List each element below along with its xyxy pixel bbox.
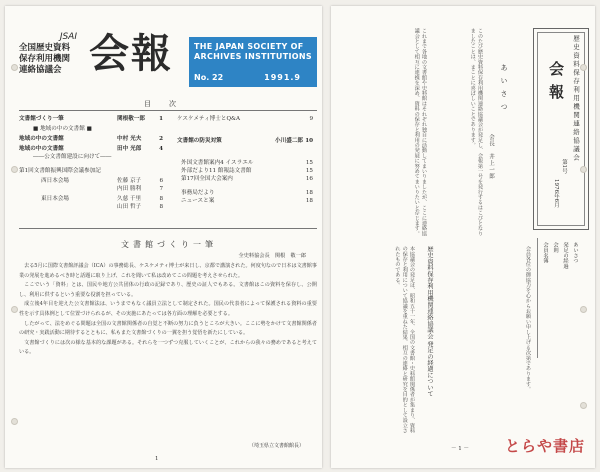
- article-signature: （埼玉県立文書館館長）: [248, 443, 304, 449]
- toc-entry-title: 地域の中の文書館: [19, 146, 64, 152]
- toc-entry: [19, 178, 169, 186]
- toc-entry-page: 16: [305, 176, 313, 182]
- toc-entry-author: 佐藤 京子: [117, 178, 142, 184]
- toc-entry: [19, 146, 169, 154]
- toc-entry: [19, 168, 169, 176]
- toc-entry-author: 中村 光夫: [117, 136, 142, 142]
- english-name-band: [189, 37, 317, 87]
- left-page-number: 1: [155, 456, 159, 462]
- org-line-1: 全国歴史資料: [19, 43, 71, 53]
- history-title: 歴史資料保存利用機関連絡協議会 発足の経過について: [426, 246, 433, 397]
- contents-list-item: 発足の経過: [562, 242, 568, 269]
- masthead-date: 1976年6月: [553, 179, 559, 208]
- contents-rule: [537, 238, 538, 358]
- toc-entry: [19, 186, 169, 194]
- toc-entry: [177, 160, 319, 168]
- toc-entry-title: ニュースと案: [181, 198, 215, 204]
- punch-hole: [11, 64, 18, 71]
- greeting-author: 会長 井上一郎: [488, 134, 494, 180]
- greeting-text-1: このたび歴史資料保存利用機関連絡協議会が発足し、会報第一号を発行するはこびとなりましたことは、まことに喜ばしいことであります。: [469, 28, 483, 236]
- punch-hole: [580, 402, 587, 409]
- article-paragraph: 成立後4年目を迎えた公文書館法は、いうまでもなく議員立法として制定された。国民の代表者によって保護される資料の重要性を示す具体例として位置づけられるが、その実施にあたっては各方面の理解を必要とする。: [19, 301, 317, 317]
- toc-entry-title: 第17回全国大会案内: [181, 176, 233, 182]
- masthead-title: 会報: [547, 61, 565, 107]
- punch-hole: [11, 418, 18, 425]
- toc-entry: [177, 116, 319, 124]
- toc-entry-page: 2: [159, 136, 163, 142]
- greeting-text-3: 会員各位の御協力を心からお願い申し上げる次第であります。: [525, 246, 531, 392]
- contents-list-item: 会員名簿: [542, 242, 548, 264]
- toc-entry-author: 田中 光郎: [117, 146, 142, 152]
- toc-entry-page: 8: [159, 196, 163, 202]
- toc-entry-title: ■ 地域の中の文書館 ■: [33, 126, 92, 132]
- toc-entry: [19, 154, 169, 162]
- issue-number: No. 22: [194, 73, 224, 82]
- article-paragraph: 去る5月に国際文書館評議会（ICA）の事務総長、ケスケメティ博士が来日し、京都で講演された。何度句なので日本は文書館事業の発展を進めるべき時と話題に取り上げ、これを聞いて私は改めてこの問題を考えさせられた。: [19, 263, 317, 279]
- punch-hole: [11, 166, 18, 173]
- toc-entry: [19, 116, 169, 124]
- toc-entry: [19, 126, 169, 134]
- toc-entry-page: 15: [305, 168, 313, 174]
- contents-list-item: 会則: [552, 242, 558, 253]
- article-paragraph: ここでいう「資料」とは、国民や地方公共団体の行政の記録であり、歴史の証人でもある。文書館はこの資料を保存し、公開し、利用に供するという重要な役割を担っている。: [19, 282, 317, 298]
- contents-list-item: あいさつ: [572, 242, 578, 264]
- toc-entry-author: 関根敬一郎: [117, 116, 145, 122]
- right-page-number: － 1 －: [451, 446, 469, 452]
- toc-entry-title: 第1回文書館振興国際会議参加記: [19, 168, 101, 174]
- toc-entry-page: 18: [305, 198, 313, 204]
- toc-entry-page: 9: [309, 116, 313, 122]
- toc-entry-page: 8: [159, 204, 163, 210]
- toc-entry-title: 地域の中の文書館: [19, 136, 64, 142]
- english-name: [194, 42, 312, 62]
- toc-entry-author: 久慈 千里: [117, 196, 142, 202]
- jsai-label: JSAI: [59, 32, 77, 42]
- kaiho-title: 会報: [89, 31, 173, 77]
- bookshop-stamp: とらや書店: [504, 437, 585, 455]
- article-paragraph: したがって、法をめぐる問題は全国の文書館関係者の自覚と不断の努力に負うところが大きい。ここに勢をかけて文書館関係者の研究・実践活動に期待するとともに、私もまた文書館づくりの一翼を担う覚悟を新たにしている。: [19, 320, 317, 337]
- toc-entry-title: 東日本会場: [41, 196, 69, 202]
- toc-entry-title: 外部だより11 館報誌文書館: [181, 168, 252, 174]
- toc-entry: [177, 198, 319, 206]
- toc-entry-title: ――公文書館建設に向けて――: [33, 154, 112, 160]
- toc-entry: [19, 136, 169, 144]
- toc-entry-title: 外国文書館案内4 イスラエル: [181, 160, 254, 166]
- masthead-box: [533, 28, 589, 230]
- article-body: [19, 262, 317, 358]
- greeting-title: あいさつ: [500, 64, 508, 116]
- english-line-1: THE JAPAN SOCIETY OF: [194, 42, 304, 51]
- toc-entry-title: 文書館の防災対策: [177, 138, 222, 144]
- toc-entry: [19, 196, 169, 204]
- toc-bottom-rule: [19, 228, 317, 229]
- right-page: [331, 6, 595, 468]
- toc-entry-page: 15: [305, 160, 313, 166]
- toc-entry: [177, 176, 319, 184]
- toc-entry-author: 山田 哲子: [117, 204, 142, 210]
- left-page: [5, 6, 322, 468]
- toc-entry-title: ケスケメティ博士とQ&A: [177, 116, 241, 122]
- english-line-2: ARCHIVES INSTITUTIONS: [194, 52, 312, 61]
- toc-entry-page: 18: [305, 190, 313, 196]
- toc-entry: [177, 168, 319, 176]
- article-paragraph: 文書館づくりには次の様な基本的な課題がある。それらを一つずつ克服していくことが、これからの我々の務めであると考えている。: [19, 339, 317, 356]
- toc-entry-page: 1: [159, 116, 163, 122]
- toc-top-rule: [19, 110, 317, 111]
- masthead-org: 歴史資料保存利用機関連絡協議会: [572, 35, 580, 163]
- toc-entry-title: 西日本会場: [41, 178, 69, 184]
- article-title: 文書館づくり一筆: [121, 240, 217, 249]
- issue-date: 1991.9: [264, 73, 301, 82]
- toc-entry-page: 4: [159, 146, 163, 152]
- org-block: [19, 32, 83, 76]
- punch-hole: [580, 166, 587, 173]
- toc-entry-title: 文書館づくり一筆: [19, 116, 64, 122]
- greeting-text-2: これまで各地の文書館や史料館はそれぞれ独自に活動してまいりましたが、ここに連絡協議会として相互に連携を深め、資料の保存と利用の発展に努めてまいりたいと存じます。: [413, 28, 427, 236]
- toc-entry: [177, 190, 319, 198]
- article-author: 全史料協会長 関根 敬一郎: [238, 253, 306, 259]
- toc-entry-page: 10: [305, 138, 313, 144]
- toc-entry: [19, 204, 169, 212]
- toc-entry-author: 小川盛二郎: [275, 138, 303, 144]
- toc-entry: [177, 138, 319, 146]
- punch-hole: [580, 64, 587, 71]
- punch-hole: [580, 306, 587, 313]
- history-text: 本協議会の発足は、昭和五十一年、全国の文書館・史料館関係者が集まり、資料の保存と利用について協議を重ねた結果、相互の連絡と研究を目的として設立されたものである。: [394, 246, 415, 434]
- toc-entry-page: 7: [159, 186, 163, 192]
- masthead-number: 第1号: [561, 159, 567, 174]
- org-line-2: 保存利用機関: [19, 54, 71, 64]
- toc-entry-page: 6: [159, 178, 163, 184]
- toc-entry-title: 事務局だより: [181, 190, 215, 196]
- org-line-3: 連絡協議会: [19, 65, 62, 75]
- punch-hole: [11, 306, 18, 313]
- toc-title: 目次: [144, 100, 194, 108]
- toc-entry-author: 内田 勝利: [117, 186, 142, 192]
